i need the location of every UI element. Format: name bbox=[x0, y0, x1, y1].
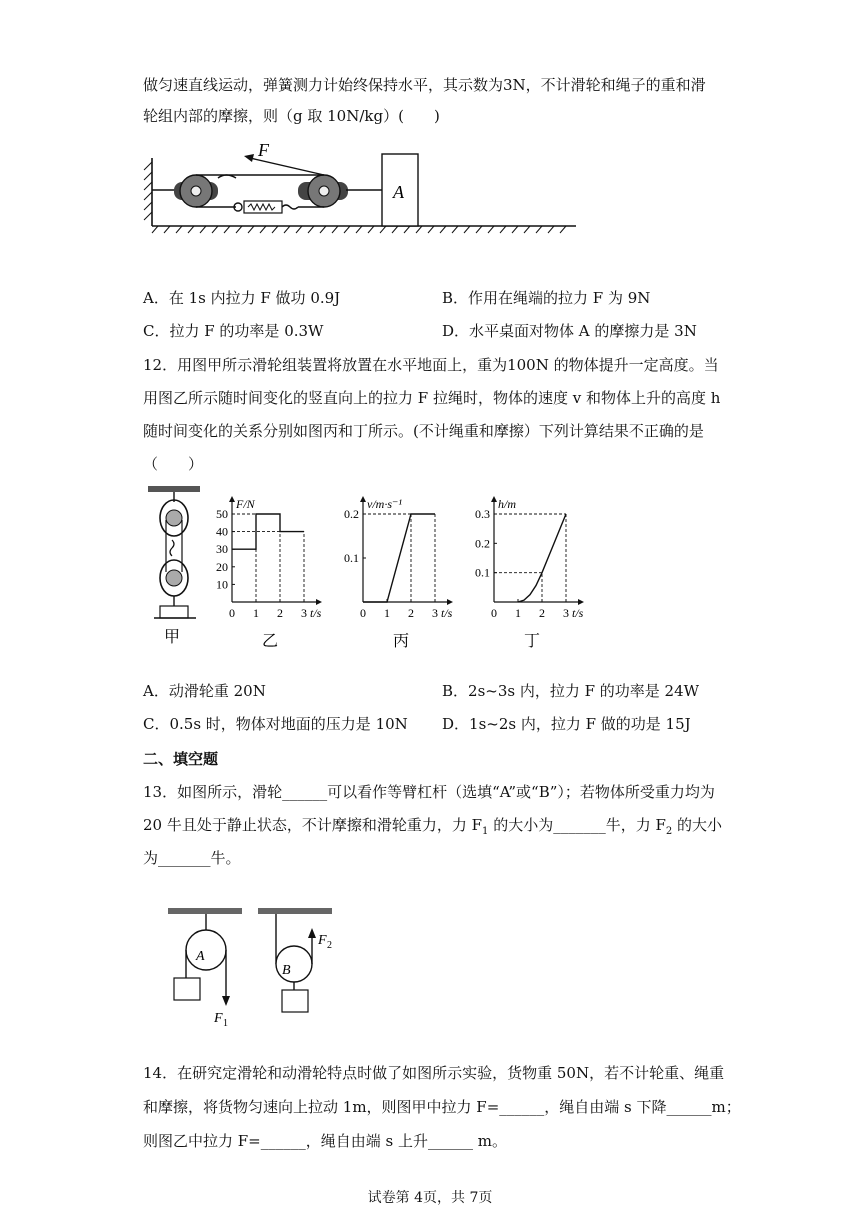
y-tick-label: 30 bbox=[216, 542, 228, 557]
x-axis-arrow bbox=[316, 599, 322, 605]
x-axis-arrow bbox=[447, 599, 453, 605]
y-axis-arrow bbox=[229, 496, 235, 502]
q12-option-c[interactable]: C．0.5s 时，物体对地面的压力是 10N bbox=[143, 715, 408, 733]
y-tick-label: 10 bbox=[216, 577, 228, 592]
y-axis-label: v/m·s⁻¹ bbox=[367, 497, 402, 511]
q11-option-a[interactable]: A．在 1s 内拉力 F 做功 0.9J bbox=[143, 289, 341, 307]
q13-f2-sub: 2 bbox=[665, 826, 673, 837]
q11-line-2: 轮组内部的摩擦，则（g 取 10N/kg）( ) bbox=[143, 107, 440, 125]
y-tick-label: 0.1 bbox=[344, 551, 359, 565]
q14-line-1: 14．在研究定滑轮和动滑轮特点时做了如图所示实验，货物重 50N，若不计轮重、绳重 bbox=[143, 1064, 725, 1082]
series-line bbox=[518, 514, 566, 602]
series-line bbox=[363, 514, 435, 602]
movable-pulley-wheel bbox=[166, 570, 182, 586]
y-axis-label: h/m bbox=[498, 497, 516, 511]
q13-line-3: 为_______牛。 bbox=[143, 849, 241, 867]
f2-sub-label: 2 bbox=[327, 940, 332, 951]
q13-figure bbox=[160, 904, 350, 1034]
x-axis-label: t/s bbox=[310, 606, 322, 620]
chart-caption: 丁 bbox=[524, 633, 541, 650]
page-footer: 试卷第 4页，共 7页 bbox=[367, 1190, 493, 1206]
q11-pulley-figure bbox=[140, 138, 580, 238]
f1-arrowhead bbox=[222, 996, 230, 1006]
fixed-pulley-wheel bbox=[166, 510, 182, 526]
x-tick-label: 2 bbox=[277, 606, 283, 620]
chart-v-t bbox=[343, 484, 473, 650]
pulley-b-label: B bbox=[282, 963, 291, 978]
y-axis-arrow bbox=[360, 496, 366, 502]
q12-option-a[interactable]: A．动滑轮重 20N bbox=[143, 682, 266, 700]
q11-option-b[interactable]: B．作用在绳端的拉力 F 为 9N bbox=[442, 289, 651, 307]
wall-hatch bbox=[144, 162, 152, 220]
force-label: F bbox=[258, 140, 269, 160]
q11-line-1-visible: 做匀速直线运动，弹簧测力计始终保持水平，其示数为3N，不计滑轮和绳子的重和滑 bbox=[143, 76, 706, 94]
floor-hatch bbox=[152, 226, 566, 233]
chart-caption: 乙 bbox=[262, 633, 279, 650]
q12-option-d[interactable]: D．1s~2s 内，拉力 F 做的功是 15J bbox=[442, 715, 691, 733]
x-axis-arrow bbox=[578, 599, 584, 605]
y-tick-label: 20 bbox=[216, 559, 228, 574]
q14-line-3: 则图乙中拉力 F=______，绳自由端 s 上升______ m。 bbox=[143, 1132, 507, 1150]
fixed-pulley-axle bbox=[191, 186, 201, 196]
chart-f-t bbox=[212, 484, 342, 650]
x-tick-label: 3 bbox=[432, 606, 438, 620]
q13-line-2-part-a: 20 牛且处于静止状态，不计摩擦和滑轮重力，力 F bbox=[143, 816, 483, 834]
f2-arrowhead bbox=[308, 928, 316, 938]
q11-option-d[interactable]: D．水平桌面对物体 A 的摩擦力是 3N bbox=[442, 322, 697, 340]
scale-hook bbox=[282, 205, 298, 209]
x-tick-label: 3 bbox=[301, 606, 307, 620]
pulley-a-label: A bbox=[196, 949, 205, 964]
section-title-fill-blank: 二、填空题 bbox=[143, 750, 219, 768]
q12-line-3: 随时间变化的关系分别如图丙和丁所示。(不计绳重和摩擦）下列计算结果不正确的是 bbox=[143, 422, 704, 440]
chart-caption: 丙 bbox=[393, 633, 410, 650]
x-tick-label: 0 bbox=[491, 606, 497, 620]
movable-pulley-axle bbox=[319, 186, 329, 196]
f1-sub-label: 1 bbox=[223, 1018, 228, 1029]
x-tick-label: 1 bbox=[384, 606, 390, 620]
q13-line-2-part-b: 的大小为_______牛，力 F bbox=[488, 816, 666, 834]
x-tick-label: 0 bbox=[229, 606, 235, 620]
y-axis-label: F/N bbox=[236, 497, 255, 511]
pulley-a bbox=[186, 930, 226, 970]
f2-label: F bbox=[318, 933, 327, 948]
ceiling-right bbox=[258, 908, 332, 914]
y-tick-label: 0.3 bbox=[475, 507, 490, 521]
q13-line-2 bbox=[143, 815, 722, 842]
q14-line-2: 和摩擦，将货物匀速向上拉动 1m，则图甲中拉力 F=______，绳自由端 s 下降______m； bbox=[143, 1098, 741, 1116]
q13-line-1: 13．如图所示，滑轮______可以看作等臂杠杆（选填“A”或“B”）；若物体所受重力均为 bbox=[143, 783, 715, 801]
q12-line-4: （ ） bbox=[143, 455, 204, 473]
weight-right bbox=[282, 990, 308, 1012]
x-axis-label: t/s bbox=[441, 606, 453, 620]
q12-option-b[interactable]: B．2s~3s 内，拉力 F 的功率是 24W bbox=[442, 682, 700, 700]
f1-label: F bbox=[214, 1011, 223, 1026]
y-tick-label: 0.1 bbox=[475, 565, 490, 580]
x-tick-label: 2 bbox=[408, 606, 414, 620]
weight-left bbox=[174, 978, 200, 1000]
x-tick-label: 2 bbox=[539, 606, 545, 620]
chart-h-t bbox=[474, 484, 614, 650]
x-tick-label: 1 bbox=[515, 606, 521, 620]
ceiling-left bbox=[168, 908, 242, 914]
y-axis-arrow bbox=[491, 496, 497, 502]
y-tick-label: 0.2 bbox=[344, 507, 359, 521]
q13-line-2-part-c: 的大小 bbox=[672, 816, 723, 834]
q13-f1-sub: 1 bbox=[482, 826, 489, 837]
q11-option-c[interactable]: C．拉力 F 的功率是 0.3W bbox=[143, 322, 324, 340]
y-tick-label: 50 bbox=[216, 507, 228, 521]
ceiling-bar bbox=[148, 486, 200, 492]
x-tick-label: 3 bbox=[563, 606, 569, 620]
y-tick-label: 40 bbox=[216, 524, 228, 539]
force-rope bbox=[250, 158, 324, 175]
object-box bbox=[160, 606, 188, 618]
x-tick-label: 0 bbox=[360, 606, 366, 620]
spring-scale-body bbox=[244, 201, 282, 213]
force-arrowhead bbox=[244, 154, 254, 162]
q12-line-1: 12．用图甲所示滑轮组装置将放置在水平地面上，重为100N 的物体提升一定高度。当 bbox=[143, 356, 719, 374]
q12-figure-jia bbox=[140, 480, 210, 650]
label-jia: 甲 bbox=[164, 629, 181, 646]
block-a-label: A bbox=[393, 182, 404, 202]
x-tick-label: 1 bbox=[253, 606, 259, 620]
y-tick-label: 0.2 bbox=[475, 536, 490, 551]
q12-line-2: 用图乙所示随时间变化的竖直向上的拉力 F 拉绳时，物体的速度 v 和物体上升的高度 h bbox=[143, 389, 721, 407]
x-axis-label: t/s bbox=[572, 606, 584, 620]
